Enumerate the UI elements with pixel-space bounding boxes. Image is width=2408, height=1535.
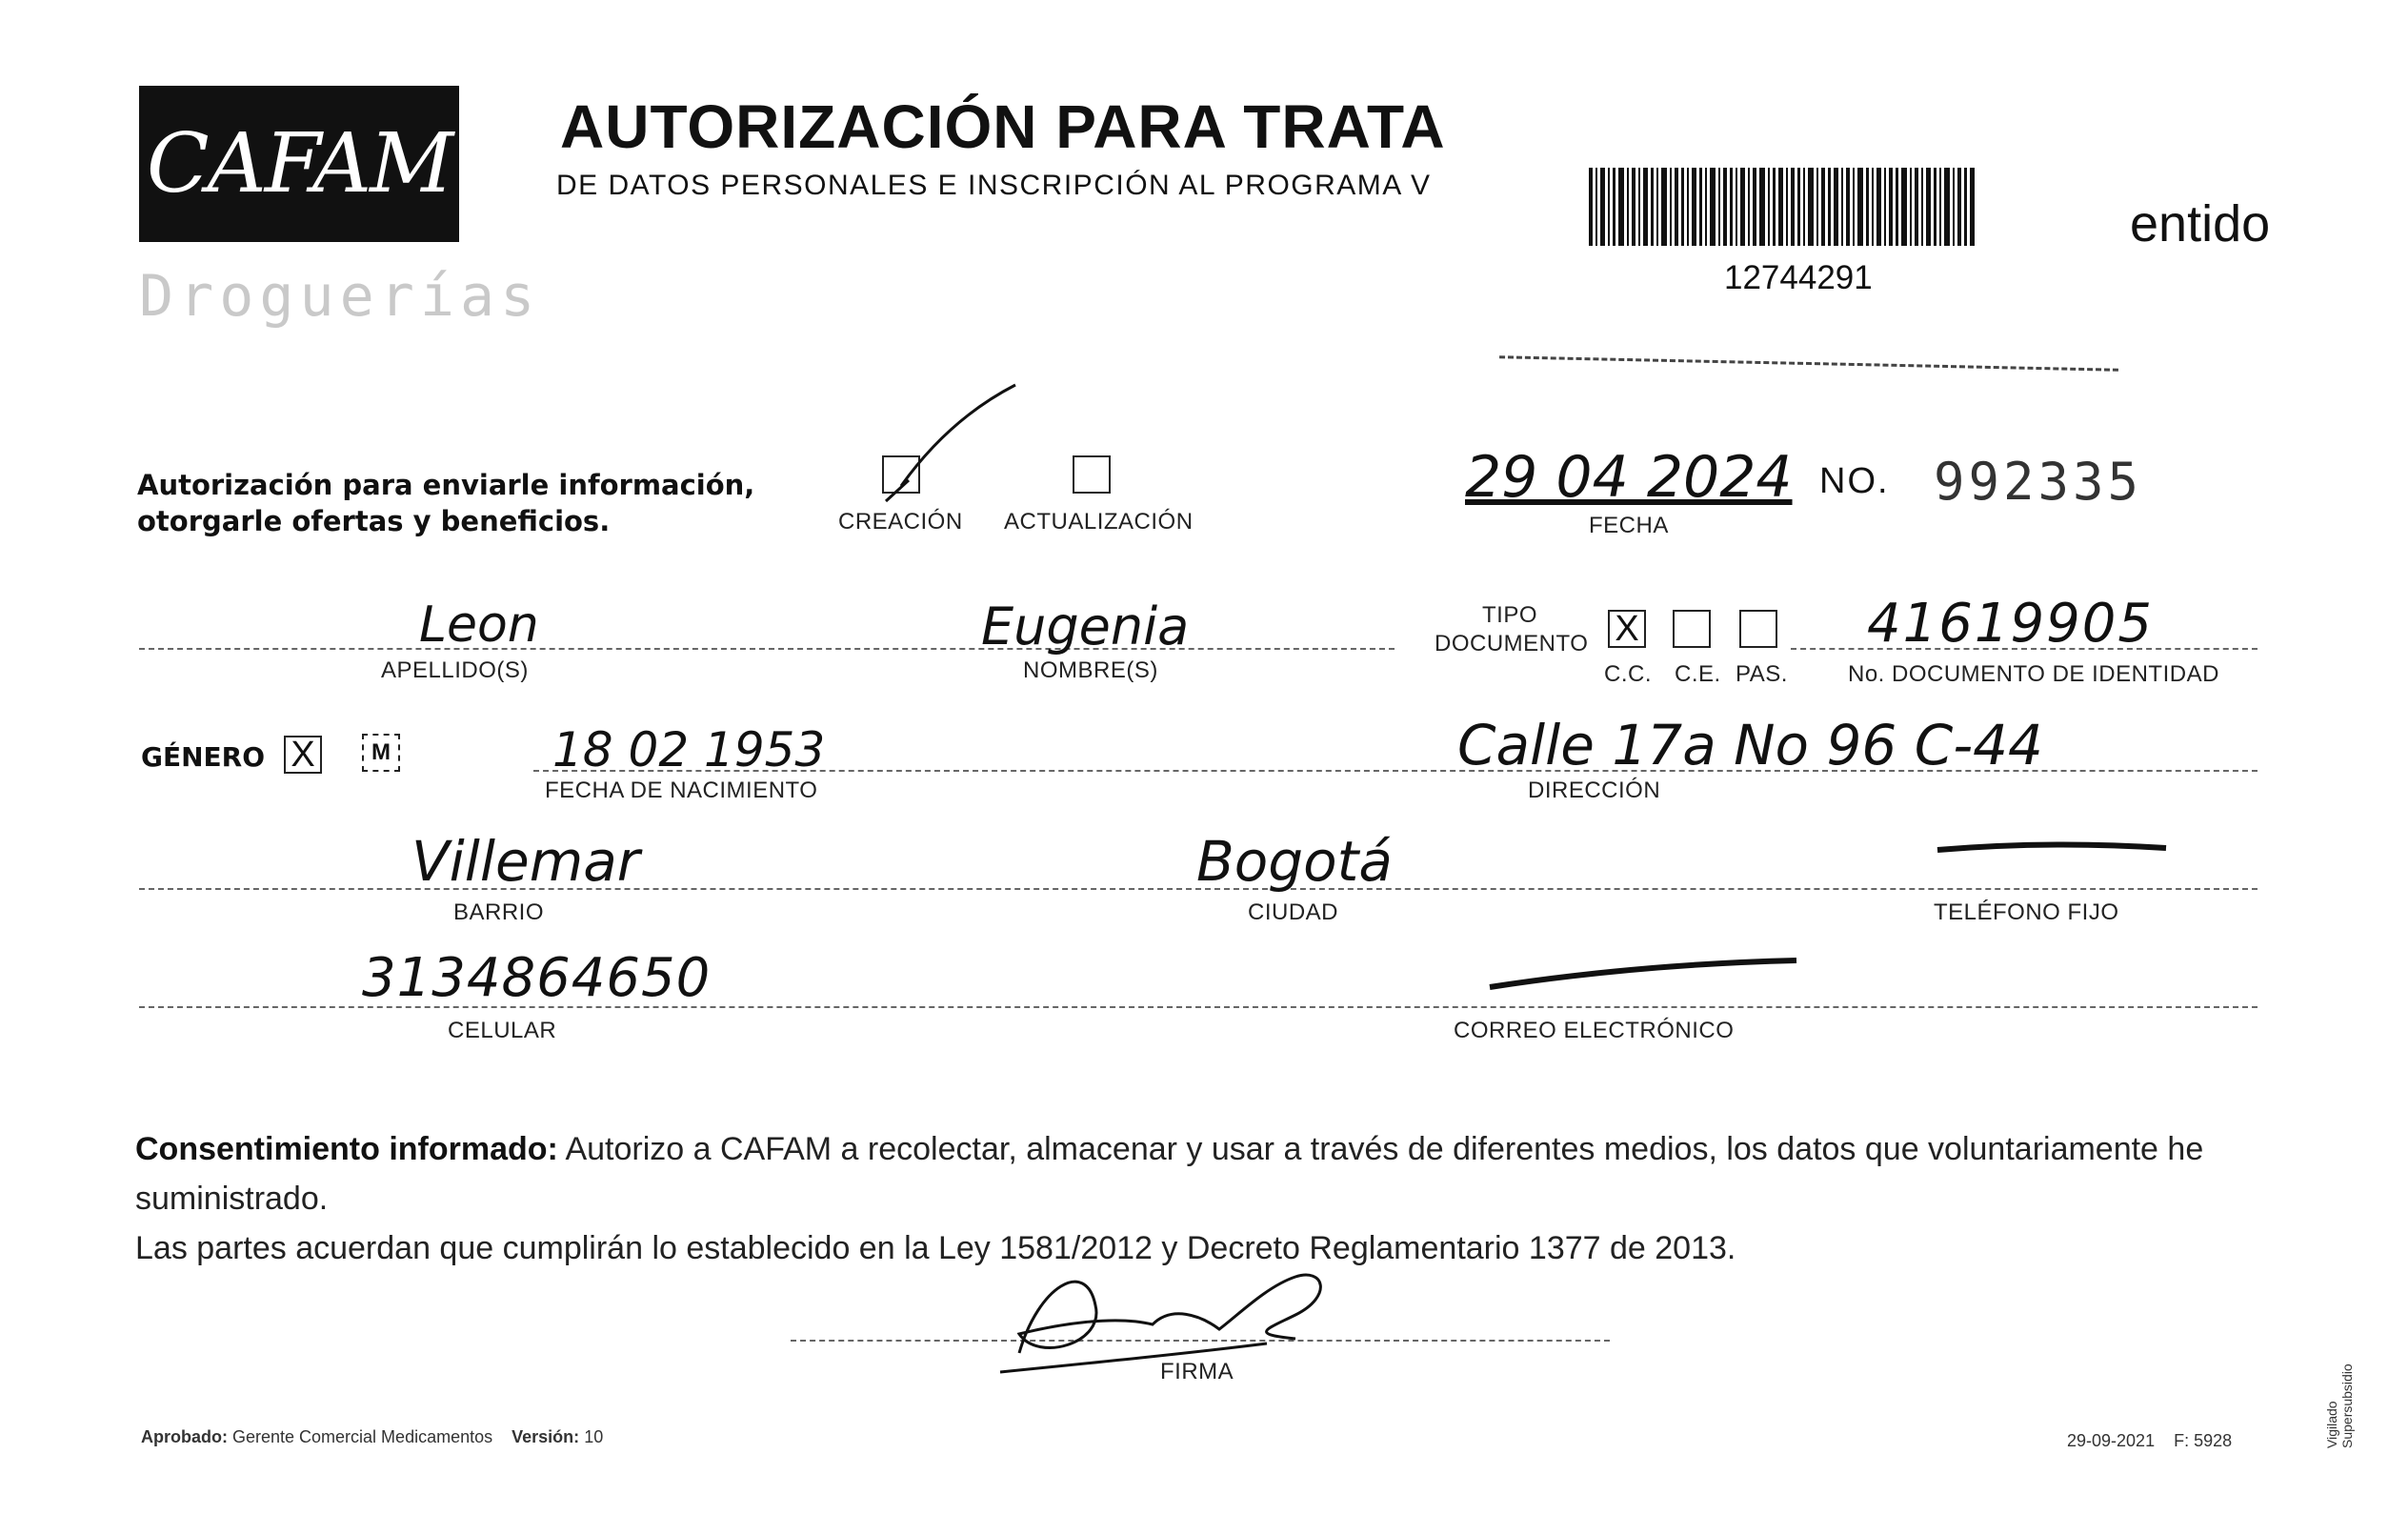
telefono-blank-stroke: [1934, 838, 2172, 858]
pas-checkbox[interactable]: [1739, 610, 1777, 648]
nacimiento-value: 18 02 1953: [552, 722, 826, 778]
ciudad-label: CIUDAD: [1248, 899, 1339, 925]
genero-m-checkbox[interactable]: [362, 734, 400, 772]
vertical-footer-text: Vigilado Supersubsidio: [2324, 1363, 2355, 1448]
fecha-value: 29 04 2024: [1465, 444, 1793, 511]
barcode: [1589, 168, 1976, 246]
logo-subtitle: Droguerías: [139, 263, 541, 330]
documento-label: No. DOCUMENTO DE IDENTIDAD: [1848, 661, 2219, 687]
direccion-label: DIRECCIÓN: [1528, 778, 1661, 803]
pas-label: PAS.: [1736, 661, 1788, 687]
actualizacion-checkbox[interactable]: [1073, 455, 1111, 494]
genero-f-mark: X: [291, 735, 315, 775]
apellido-value: Leon: [419, 596, 539, 654]
footer-form-code: F: 5928: [2174, 1431, 2233, 1450]
barcode-number: 12744291: [1724, 259, 1873, 296]
logo-text: CAFAM: [146, 116, 452, 212]
genero-m-label: M: [371, 739, 391, 765]
apellido-label: APELLIDO(S): [381, 657, 529, 683]
ce-checkbox[interactable]: [1673, 610, 1711, 648]
consent-text1: Autorizo a CAFAM a recolectar, almacenar y usar a través de diferentes medios, los datos que voluntariamente he suministrado.: [135, 1131, 2204, 1217]
nombre-label: NOMBRE(S): [1023, 657, 1158, 683]
cafam-logo: [139, 86, 459, 242]
footer-approved: [141, 1427, 603, 1447]
authorization-label-line1: Autorización para enviarle información,: [137, 469, 755, 501]
footer-date-code: 29-09-2021: [2067, 1431, 2156, 1450]
creacion-label: CREACIÓN: [838, 509, 963, 535]
genero-label: GÉNERO: [141, 741, 266, 773]
form-title: AUTORIZACIÓN PARA TRATA: [560, 92, 1446, 161]
firma-label: FIRMA: [1160, 1359, 1234, 1384]
celular-label: CELULAR: [448, 1018, 557, 1043]
authorization-label-line2: otorgarle ofertas y beneficios.: [137, 505, 611, 537]
creacion-check-mark: [882, 381, 1025, 515]
actualizacion-label: ACTUALIZACIÓN: [1004, 509, 1194, 535]
cc-checkbox[interactable]: [1608, 610, 1646, 648]
version-label: Versión:: [512, 1427, 580, 1446]
barrio-value: Villemar: [411, 829, 640, 894]
no-label: NO.: [1819, 461, 1890, 501]
no-value: 992335: [1934, 452, 2143, 512]
cc-check-mark: X: [1615, 609, 1639, 649]
footer-codes: [2067, 1431, 2232, 1451]
consent-line2: Las partes acuerdan que cumplirán lo establecido en la Ley 1581/2012 y Decreto Reglamentario 1377 de 2013.: [135, 1230, 1736, 1266]
aprobado-label: Aprobado:: [141, 1427, 228, 1446]
direccion-value: Calle 17a No 96 C-44: [1457, 713, 2043, 778]
version-value: 10: [584, 1427, 604, 1446]
documento-label-short: DOCUMENTO: [1435, 631, 1589, 656]
cc-label: C.C.: [1604, 661, 1652, 687]
documento-value: 41619905: [1867, 593, 2155, 655]
row1-dashed-line-left: [139, 648, 1395, 650]
telefono-label: TELÉFONO FIJO: [1934, 899, 2119, 925]
aprobado-value: Gerente Comercial Medicamentos: [232, 1427, 493, 1446]
consent-bold: Consentimiento informado:: [135, 1131, 558, 1167]
nombre-value: Eugenia: [981, 596, 1190, 656]
tipo-label: TIPO: [1482, 602, 1538, 628]
nacimiento-label: FECHA DE NACIMIENTO: [545, 778, 818, 803]
celular-value: 3134864650: [362, 947, 712, 1009]
ciudad-value: Bogotá: [1196, 829, 1393, 894]
form-subtitle: DE DATOS PERSONALES E INSCRIPCIÓN AL PROGRAMA V: [556, 170, 1432, 201]
correo-label: CORREO ELECTRÓNICO: [1454, 1018, 1735, 1043]
top-dashed-rule: [1499, 355, 2118, 372]
genero-f-checkbox[interactable]: [284, 736, 322, 774]
fecha-label: FECHA: [1589, 513, 1669, 538]
correo-blank-stroke: [1486, 955, 1800, 993]
cut-off-word: entido: [2130, 195, 2271, 252]
consent-line1: [135, 1124, 2269, 1223]
barrio-label: BARRIO: [453, 899, 545, 925]
ce-label: C.E.: [1675, 661, 1721, 687]
authorization-label: [137, 467, 754, 539]
